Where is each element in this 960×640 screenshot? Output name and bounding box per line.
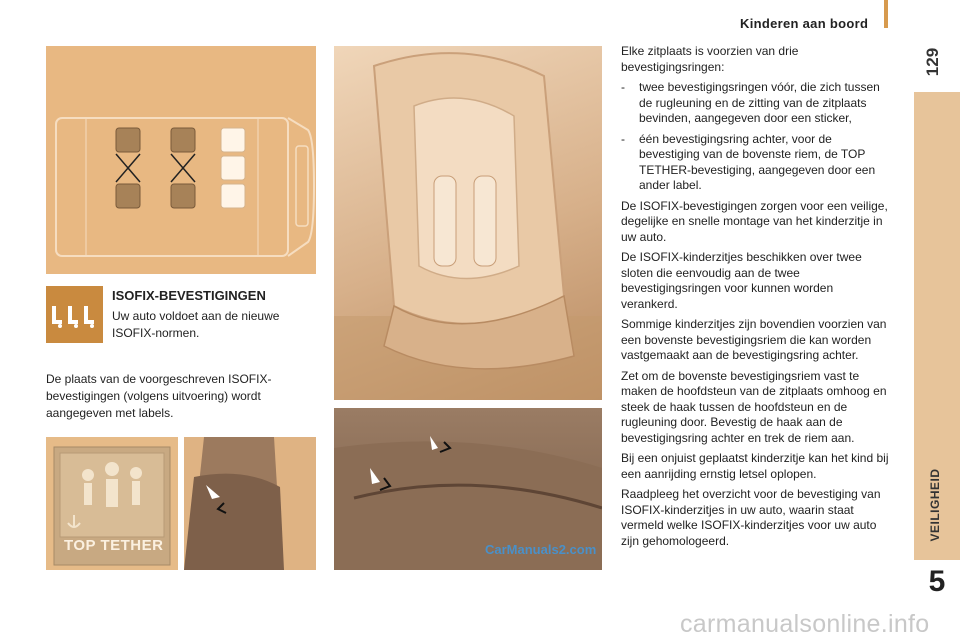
- child-seat-illustration: [334, 46, 602, 400]
- header-accent-bar: [884, 0, 888, 28]
- page-number: 129: [923, 47, 942, 77]
- list-item-text: één bevestigingsring achter, voor de bevestiging van de bovenste riem, de TOP TETHER-bevestiging, aangegeven door een ander label.: [639, 131, 876, 192]
- paragraph: Sommige kinderzitjes zijn bovendien voorzien van een bovenste bevestigingsriem die kan worden vastgemaakt aan de bevestigingsring achter.: [621, 317, 887, 362]
- isofix-seats-glyph: [46, 286, 103, 343]
- top-tether-label-photo: [46, 437, 178, 570]
- list-item: [621, 80, 891, 127]
- list-item: [621, 132, 891, 194]
- paragraph: Bij een onjuist geplaatst kinderzitje kan het kind bij een aanrijding ernstig letsel oplopen.: [621, 451, 889, 481]
- headrest-photo: [184, 437, 316, 570]
- paragraph: De ISOFIX-bevestigingen zorgen voor een veilige, degelijke en snelle montage van het kinderzitje in uw auto.: [621, 198, 888, 244]
- isofix-seat-icon: [46, 286, 103, 343]
- child-seat-photo: [334, 46, 602, 400]
- chapter-number: 5: [928, 565, 946, 598]
- body-text: [621, 44, 891, 554]
- chapter-label: VEILIGHEID: [928, 468, 942, 542]
- header-title: Kinderen aan boord: [740, 16, 869, 31]
- paragraph: Raadpleeg het overzicht voor de bevestiging van ISOFIX-kinderzitjes in uw auto, waarin staat vermeld welke ISOFIX-kinderzitjes voor uw auto zijn gehomologeerd.: [621, 487, 881, 548]
- location-text: De plaats van de voorgeschreven ISOFIX-bevestigingen (volgens uitvoering) wordt aangegeven met labels.: [46, 372, 272, 420]
- section-title: ISOFIX-BEVESTIGINGEN: [112, 288, 266, 303]
- list-item-text: twee bevestigingsringen vóór, die zich tussen de rugleuning en de zitting van de zitplaats bevinden, aangegeven door een sticker,: [639, 80, 880, 125]
- headrest-illustration: [184, 437, 316, 570]
- van-outline-illustration: [46, 46, 316, 274]
- list-dash: -: [621, 131, 625, 146]
- paragraph: Zet om de bovenste bevestigingsriem vast te maken de hoofdsteun van de zitplaats omhoog en steek de haak tussen de hoofdsteun en de rugleuning door. Bevestig de haak aan de bevestigingsring achter en trek de riem aan.: [621, 368, 887, 445]
- top-tether-text: TOP TETHER: [64, 537, 164, 554]
- list-dash: -: [621, 80, 625, 94]
- watermark-carmanualsonline[interactable]: carmanualsonline.info: [680, 610, 930, 638]
- van-seating-diagram: [46, 46, 316, 274]
- watermark-carmanuals2[interactable]: CarManuals2.com: [485, 542, 597, 557]
- paragraph: Elke zitplaats is voorzien van drie bevestigingsringen:: [621, 44, 799, 74]
- section-intro: Uw auto voldoet aan de nieuwe ISOFIX-normen.: [112, 309, 280, 340]
- paragraph: De ISOFIX-kinderzitjes beschikken over twee sloten die eenvoudig aan de twee bevestigingsringen voor kunnen worden verankerd.: [621, 250, 862, 311]
